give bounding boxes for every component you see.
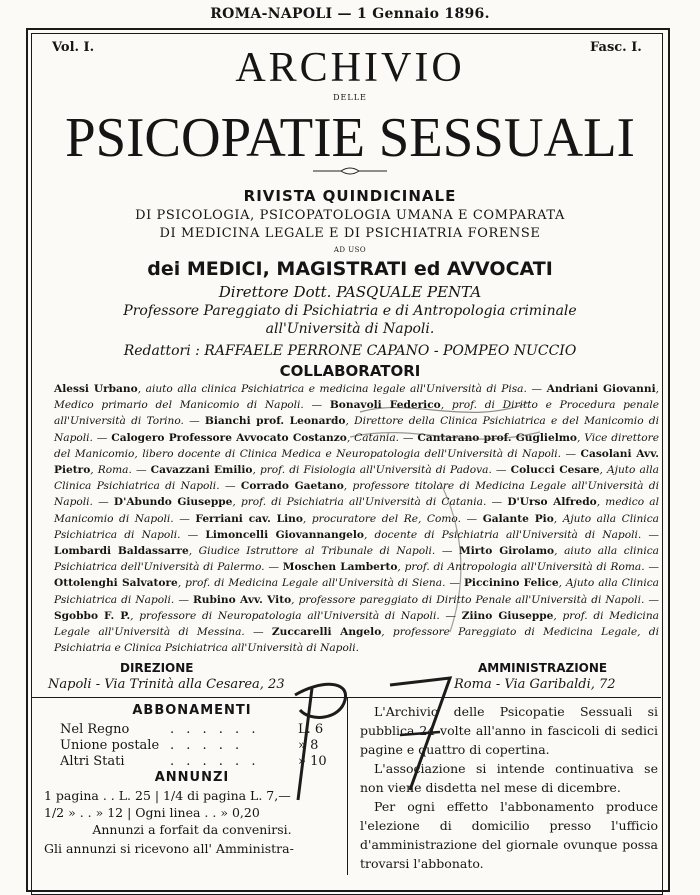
collaborator-name: Ferriani cav. Lino bbox=[195, 512, 303, 525]
rate-label: Altri Stati bbox=[60, 754, 125, 769]
rate-dots: . . . . . . bbox=[170, 754, 260, 769]
collaborator-desc: professore titolare di Medicina Legale all'Università di Napoli. bbox=[54, 480, 659, 509]
collaborator-name: Calogero Professore Avvocato Costanzo bbox=[111, 431, 347, 444]
editors: Redattori : RAFFAELE PERRONE CAPANO - POMPEO NUCCIO bbox=[123, 343, 577, 359]
abbonamenti-heading: ABBONAMENTI bbox=[132, 703, 252, 718]
collaborator-desc: aiuto alla clinica Psichiatrica dell'Università di Palermo. bbox=[54, 545, 659, 574]
collaborator-name: Bianchi prof. Leonardo bbox=[204, 415, 346, 428]
collaborator-desc: prof. di Medicina Legale all'Università di Siena. bbox=[185, 577, 446, 590]
collaborator-desc: Medico primario del Manicomio di Napoli. bbox=[54, 399, 304, 412]
collaborator-desc: aiuto alla clinica Psichiatrica e medicina legale all'Università di Pisa. bbox=[145, 383, 527, 395]
title-delle: DELLE bbox=[333, 93, 367, 102]
info-paragraph: L'associazione si intende continuativa se non viene disdetta nel mese di dicembre. bbox=[360, 761, 658, 795]
director-title-2: all'Università di Napoli. bbox=[265, 321, 435, 337]
collaborator-name: D'Urso Alfredo bbox=[507, 496, 597, 509]
collaborator-desc: Ajuto alla Clinica Psichiatrica di Napoli. bbox=[54, 577, 659, 606]
collaborator-name: D'Abundo Giuseppe bbox=[113, 496, 233, 509]
subject-line-2: DI MEDICINA LEGALE E DI PSICHIATRIA FORENSE bbox=[159, 226, 541, 241]
volume-label: Vol. I. bbox=[52, 40, 95, 55]
title-archivio: ARCHIVIO bbox=[235, 45, 465, 91]
info-paragraph: Per ogni effetto l'abbonamento produce l'elezione di domicilio presso l'ufficio d'amministrazione del giornale ovunque possa trovarsi l'abbonato. bbox=[360, 799, 658, 871]
direzione-heading: DIREZIONE bbox=[120, 661, 194, 675]
rate-label: Unione postale bbox=[60, 738, 160, 753]
rate-value: L. 6 bbox=[298, 722, 324, 737]
collaborator-name: Casolani Avv. Pietro bbox=[54, 447, 659, 477]
collaborator-name: Bonavoli Federico bbox=[329, 399, 441, 412]
rate-dots: . . . . . bbox=[170, 738, 244, 753]
collaborator-name: Alessi Urbano bbox=[54, 383, 138, 395]
ornament-rule bbox=[313, 167, 387, 175]
ad-contact: Gli annunzi si ricevono all' Amministra- bbox=[44, 841, 294, 856]
fascicle-label: Fasc. I. bbox=[590, 40, 642, 55]
ad-price-row: 1 pagina . . L. 25 | 1/4 di pagina L. 7,— bbox=[44, 788, 291, 803]
collaborator-desc: prof. di Medicina Legale all'Università di Messina. bbox=[54, 609, 659, 639]
collaborator-name: Rubino Avv. Vito bbox=[192, 593, 292, 606]
collaborator-desc: docente di Psichiatria all'Università di Napoli. bbox=[374, 528, 642, 541]
collaborators-heading: COLLABORATORI bbox=[279, 362, 421, 380]
rate-value: » 10 bbox=[298, 754, 327, 769]
collaborator-desc: Ajuto alla Clinica Psichiatrica di Napoli. bbox=[54, 464, 659, 493]
ad-note: Annunzi a forfait da convenirsi. bbox=[92, 822, 292, 837]
collaborator-name: Cavazzani Emilio bbox=[150, 464, 253, 477]
ad-price-row: 1/2 » . . » 12 | Ogni linea . . » 0,20 bbox=[44, 805, 260, 820]
collaborator-name: Sgobbo F. P. bbox=[54, 609, 131, 622]
rate-dots: . . . . . . bbox=[170, 722, 260, 737]
collaborator-name: Ottolenghi Salvatore bbox=[54, 577, 178, 590]
collaborator-desc: professore pareggiato di Diritto Penale all'Università di Napoli. bbox=[298, 593, 645, 606]
collaborator-desc: Roma. bbox=[97, 464, 132, 477]
collaborator-desc: prof. di Psichiatria all'Università di Catania. bbox=[240, 496, 487, 509]
collaborator-desc: Ajuto alla Clinica Psichiatrica di Napoli. bbox=[54, 512, 659, 541]
collaborator-desc: Giudice Istruttore al Tribunale di Napoli. bbox=[198, 545, 436, 558]
collaborator-desc: prof. di Fisiologia all'Università di Padova. bbox=[259, 464, 492, 477]
collaborator-desc: prof. di Antropologia all'Università di Roma. bbox=[404, 561, 645, 574]
amministrazione-address: Roma - Via Garibaldi, 72 bbox=[454, 677, 616, 692]
collaborator-desc: professore di Neuropatologia all'Università di Napoli. bbox=[139, 609, 440, 622]
collaborator-name: Lombardi Baldassarre bbox=[54, 545, 189, 558]
collaborator-name: Mirto Girolamo bbox=[459, 545, 555, 558]
pencil-scribble bbox=[350, 392, 550, 642]
collaborator-name: Cantarano prof. Guglielmo bbox=[417, 431, 577, 444]
rate-label: Nel Regno bbox=[60, 722, 130, 737]
director: Direttore Dott. PASQUALE PENTA bbox=[218, 283, 482, 301]
collaborator-name: Colucci Cesare bbox=[510, 464, 600, 477]
ad-uso: AD USO bbox=[333, 246, 367, 254]
collaborator-name: Limoncelli Giovannangelo bbox=[205, 528, 364, 541]
annunzi-heading: ANNUNZI bbox=[154, 770, 230, 785]
collaborators-list: Alessi Urbano, aiuto alla clinica Psichiatrica e medicina legale all'Università di Pisa. — Andriani Giovanni, Medico primario del Manicomio di Napoli. — Bonavoli Federico, prof. di Diritto e Procedura penale all'Università di Torino. — Bianchi prof. Leonardo, Direttore della Clinica Psichiatrica e del Manicomio di Napoli. — Calogero Professore Avvocato Costanzo, Catania. — Cantarano prof. Guglielmo, Vice direttore del Manicomio, libero docente di Clinica Medica e Neuropatologia dell'Università di Napoli. — Casolani Avv. Pietro, Roma. — Cavazzani Emilio, prof. di Fisiologia all'Università di Padova. — Colucci Cesare, Ajuto alla Clinica Psichiatrica di Napoli. — Corrado Gaetano, professore titolare di Medicina Legale all'Università di Napoli. — D'Abundo Giuseppe, prof. di Psichiatria all'Università di Catania. — D'Urso Alfredo, medico al Manicomio di Napoli. — Ferriani cav. Lino, procuratore del Re, Como. — Galante Pio, Ajuto alla Clinica Psichiatrica di Napoli. — Limoncelli Giovannangelo, docente di Psichiatria all'Università di Napoli. — Lombardi Baldassarre, Giudice Istruttore al Tribunale di Napoli. — Mirto Girolamo, aiuto alla clinica Psichiatrica dell'Università di Palermo. — Moschen Lamberto, prof. di Antropologia all'Università di Roma. — Ottolenghi Salvatore, prof. di Medicina Legale all'Università di Siena. — Piccinino Felice, Ajuto alla Clinica Psichiatrica di Napoli. — Rubino Avv. Vito, professore pareggiato di Diritto Penale all'Università di Napoli. — Sgobbo F. P., professore di Neuropatologia all'Università di Napoli. — Ziino Giuseppe, prof. di Medicina Legale all'Università di Messina. — Zuccarelli Angelo, professore Pareggiato di Medicina Legale, di Psichiatria e Clinica Psichiatrica all'Università di Napoli. bbox=[54, 383, 659, 655]
collaborator-desc: procuratore del Re, Como. bbox=[311, 512, 461, 525]
title-psicopatie: PSICOPATIE SESSUALI bbox=[65, 107, 635, 169]
director-title-1: Professore Pareggiato di Psichiatria e di Antropologia criminale bbox=[123, 303, 577, 319]
collaborator-name: Galante Pio bbox=[482, 512, 554, 525]
subject-line-1: DI PSICOLOGIA, PSICOPATOLOGIA UMANA E COMPARATA bbox=[135, 208, 565, 223]
collaborator-name: Andriani Giovanni bbox=[546, 383, 656, 395]
collaborator-desc: prof. di Diritto e Procedura penale all'Università di Torino. bbox=[54, 399, 659, 428]
amministrazione-heading: AMMINISTRAZIONE bbox=[478, 661, 608, 675]
info-paragraph: L'Archivio delle Psicopatie Sessuali si pubblica 24 volte all'anno in fascicoli di sedici pagine e quattro di copertina. bbox=[360, 704, 658, 757]
collaborator-desc: Catania. bbox=[354, 431, 399, 444]
collaborator-name: Piccinino Felice bbox=[463, 577, 559, 590]
direzione-address: Napoli - Via Trinità alla Cesarea, 23 bbox=[48, 677, 285, 692]
collaborator-desc: Vice direttore del Manicomio, libero docente di Clinica Medica e Neuropatologia dell'Università di Napoli. bbox=[54, 431, 659, 460]
collaborator-desc: Direttore della Clinica Psichiatrica e del Manicomio di Napoli. bbox=[54, 415, 659, 444]
collaborator-desc: professore Pareggiato di Medicina Legale, di Psichiatria e Clinica Psichiatrica all'Università di Napoli. bbox=[54, 626, 659, 655]
collaborator-desc: medico al Manicomio di Napoli. bbox=[54, 496, 659, 525]
subtitle: RIVISTA QUINDICINALE bbox=[243, 187, 457, 205]
dateline: ROMA-NAPOLI — 1 Gennaio 1896. bbox=[210, 6, 490, 22]
collaborator-name: Corrado Gaetano bbox=[240, 480, 344, 493]
handwritten-shelfmark bbox=[240, 640, 500, 810]
collaborator-name: Moschen Lamberto bbox=[282, 561, 398, 574]
collaborator-name: Ziino Giuseppe bbox=[461, 609, 554, 622]
audience: dei MEDICI, MAGISTRATI ed AVVOCATI bbox=[147, 258, 553, 280]
collaborator-name: Zuccarelli Angelo bbox=[271, 626, 382, 639]
rate-value: » 8 bbox=[298, 738, 319, 753]
